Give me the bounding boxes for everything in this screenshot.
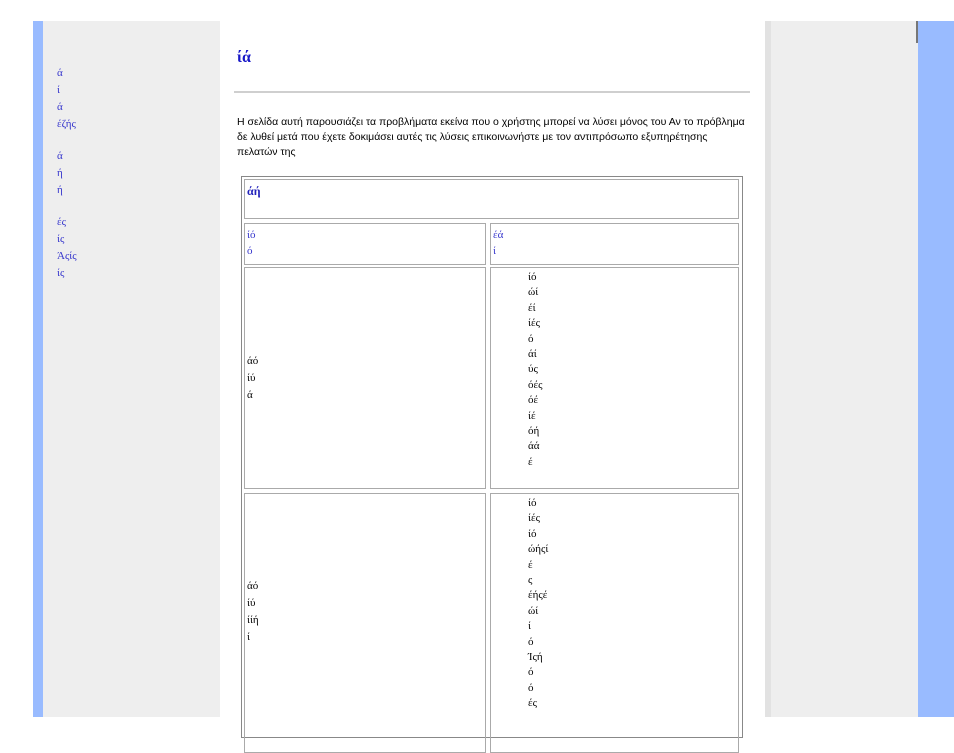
solution-item: έ bbox=[528, 558, 533, 571]
sidebar-link[interactable]: ίς bbox=[57, 233, 65, 245]
table-row-2-symptom bbox=[244, 493, 486, 753]
solution-item: ό bbox=[528, 635, 534, 648]
solution-item: ώί bbox=[528, 286, 539, 299]
sidebar-nav bbox=[57, 65, 77, 282]
solution-item: ό bbox=[528, 332, 534, 345]
header-symptom-line: ό bbox=[247, 245, 253, 257]
sidebar-link[interactable]: ές bbox=[57, 216, 66, 228]
solution-item: ίό bbox=[528, 527, 537, 540]
solution-item: ό bbox=[528, 666, 534, 679]
solution-item: ίές bbox=[528, 512, 540, 525]
symptom-text bbox=[247, 578, 259, 646]
solution-item: όές bbox=[528, 378, 543, 391]
table-row-2-solutions bbox=[490, 493, 739, 753]
solution-item: όή bbox=[528, 425, 540, 438]
sidebar-spacer bbox=[57, 133, 77, 148]
symptom-line: άό bbox=[247, 580, 259, 592]
sidebar-link[interactable]: ά bbox=[57, 150, 63, 162]
right-panel bbox=[765, 21, 918, 717]
header-solution-text bbox=[493, 227, 503, 259]
solution-list bbox=[528, 496, 548, 712]
solution-item: έήςέ bbox=[528, 589, 548, 602]
symptom-line: ίύ bbox=[247, 372, 256, 384]
right-panel-edge bbox=[765, 21, 771, 717]
left-frame-stripe bbox=[33, 21, 43, 717]
table-row-1-symptom bbox=[244, 267, 486, 489]
symptom-line: ί bbox=[247, 631, 250, 643]
solution-item: ύς bbox=[528, 363, 538, 376]
sidebar-link[interactable]: ή bbox=[57, 167, 63, 179]
symptom-line: ίίή bbox=[247, 614, 259, 626]
solution-item: ίό bbox=[528, 497, 537, 509]
solution-item: ώί bbox=[528, 604, 539, 617]
column-header-solution bbox=[490, 223, 739, 265]
header-solution-line: ί bbox=[493, 245, 496, 257]
solution-item: ίέ bbox=[528, 409, 536, 422]
symptom-text bbox=[247, 353, 258, 404]
sidebar-link[interactable]: ά bbox=[57, 67, 63, 79]
column-header-symptom bbox=[244, 223, 486, 265]
sidebar-link[interactable]: ί bbox=[57, 84, 60, 96]
main-content bbox=[220, 21, 765, 717]
solution-item: Ίςή bbox=[528, 651, 543, 664]
sidebar-spacer bbox=[57, 199, 77, 214]
right-frame-stripe bbox=[918, 21, 954, 717]
symptom-line: ίύ bbox=[247, 597, 256, 609]
solution-item: ώήςί bbox=[528, 543, 549, 556]
table-caption-cell bbox=[244, 179, 739, 219]
table-caption: άή bbox=[247, 184, 261, 198]
title-divider bbox=[234, 91, 750, 93]
sidebar bbox=[43, 21, 220, 717]
sidebar-link[interactable]: ίς bbox=[57, 267, 65, 279]
sidebar-link[interactable]: έζής bbox=[57, 118, 76, 130]
sidebar-link[interactable]: ή bbox=[57, 184, 63, 196]
header-symptom-line: ίό bbox=[247, 229, 256, 241]
solution-list bbox=[528, 270, 542, 470]
sidebar-link[interactable]: Άςίς bbox=[57, 250, 77, 262]
solution-item: άά bbox=[528, 440, 540, 453]
page-title: ίά bbox=[237, 49, 251, 66]
solution-item: έί bbox=[528, 301, 536, 314]
solution-item: ς bbox=[528, 574, 533, 587]
solution-item: ίό bbox=[528, 271, 537, 283]
solution-item: ί bbox=[528, 620, 531, 633]
solution-item: έ bbox=[528, 455, 533, 468]
header-symptom-text bbox=[247, 227, 255, 259]
solution-item: ές bbox=[528, 697, 537, 710]
solution-item: όέ bbox=[528, 394, 539, 407]
symptom-line: άό bbox=[247, 355, 259, 367]
solution-item: άί bbox=[528, 348, 537, 361]
symptom-line: ά bbox=[247, 389, 253, 401]
solution-item: ό bbox=[528, 681, 534, 694]
table-row-1-solutions bbox=[490, 267, 739, 489]
troubleshooting-table bbox=[241, 176, 743, 738]
solution-item: ίές bbox=[528, 317, 540, 330]
header-solution-line: έά bbox=[493, 229, 504, 241]
sidebar-link[interactable]: ά bbox=[57, 101, 63, 113]
intro-paragraph: Η σελίδα αυτή παρουσιάζει τα προβλήματα εκείνα που ο χρήστης μπορεί να λύσει μόνος του Αν το πρόβλημα δε λυθεί μετά που έχετε δοκιμάσει αυτές τις λύσεις επικοινωνήστε με τον αντιπρόσωπο εξυπηρέτησης πελατών της bbox=[237, 116, 745, 158]
